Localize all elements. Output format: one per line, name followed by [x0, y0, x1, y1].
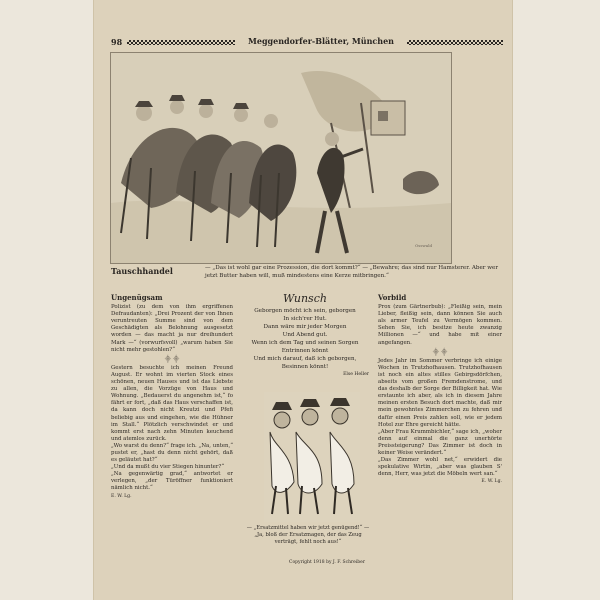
- poem-line: Besinnen könnt!: [281, 364, 329, 371]
- procession-illustration: [110, 52, 452, 264]
- checker-ornament-right: [407, 40, 503, 45]
- copyright-notice: Copyright 1918 by J. F. Schreiber: [289, 560, 365, 565]
- anecdote-police: Polizist (zu dem von ihm ergriffenen Defraudanten): „Drei Prozent der von Ihnen veruntreuten Summe sind von dem Geschädigten als Belohnung ausgesetzt worden — das macht ja nur dreihundert Mark —“ (vorwurfsvoll) „warum haben Sie nicht mehr gestohlen?“: [111, 304, 233, 353]
- anecdote-house-dialogue-3: „Na gegenwärtig grad,“ antwortet er verlegen, „der Türöffner funktioniert nämlich nicht.“: [111, 471, 233, 492]
- poem-line: Wenn ich dem Tag und seinen Sorgen: [251, 340, 359, 347]
- anecdote-house: Gestern besuchte ich meinen Freund August. Er wohnt im vierten Stock eines schönen, neuen Hauses und ist das Liebste zu allen, die Vorzüge von Haus und Wohnung. „Bedauerst du angenehm ist,“ fo fährt er fort, „daß das Haus verschaffen ist, da kann doch nicht Kreutzi und Pfefi beliebig aus und eingehen, wie die Hühner im Stall.“ Plötzlich verschwindet er und kommt erst nach zehn Minuten keuchend und atemlos zurück.: [111, 364, 233, 442]
- poem-author: Else Heller: [343, 372, 369, 378]
- poem-line: Entrinnen könnt: [281, 348, 329, 355]
- anecdote-village: Jedes Jahr im Sommer verbringe ich einige Wochen in Trutzhofhausen. Trutzhofhausen ist noch ein altes stilles Gebirgsdörfchen, abseits vom großen Fremdenstrome, und das deshalb der Sorge der Billigkeit hat. Wie erstaunte ich aber, als ich in diesem Jahre meinen ersten Besuch dort machte, daß mir mein gewohntes Zimmerchen zu fehren und dafür einen Preis zahlen soll, wie er jedem Hotel zur Ehre gereicht hätte.: [378, 357, 502, 428]
- poem-line: In sich'rer Hut.: [283, 316, 327, 323]
- column-right-heading: Vorbild: [378, 293, 407, 302]
- anecdote-house-dialogue-2: „Und da mußt du vier Stiegen hinunter?“: [111, 464, 225, 471]
- column-right-signature: E. W. Lg.: [481, 479, 502, 485]
- anecdote-village-dialogue-1: „Aber Frau Krummbichler,“ sage ich, „woher denn auf einmal die ganz unerhörte Preissteigerung? Das Zimmer ist doch in keiner Weise verändert.“: [378, 428, 502, 456]
- column-left-signature: E. W. Lg.: [111, 493, 132, 499]
- section-ornament: ⸎ ⸎: [432, 348, 448, 356]
- magazine-title: Meggendorfer-Blätter, München: [248, 36, 394, 46]
- poem-line: Geborgen möcht ich sein, geborgen: [254, 308, 356, 315]
- magazine-page: [94, 0, 512, 600]
- cartoon-illustration: [264, 392, 360, 522]
- procession-drawing: [111, 53, 451, 263]
- anecdote-house-dialogue-1: „Wo warst du denn?“ frage ich. „Na, unten,“ pustet er, „hast du denn nicht gehört, daß es geläutet hat?“: [111, 442, 233, 464]
- column-middle: [241, 294, 369, 378]
- caption-text: — „Das ist wohl gar eine Prozession, die dort kommt?“ — „Bewahre; das sind nur Hamsterer. Aber wer jetzt Butter haben will, muß mindestens eine Kerze mitbringen.“: [205, 265, 498, 279]
- artist-signature: Osswald: [415, 243, 433, 248]
- poem-line: Und mich darauf, daß ich geborgen,: [253, 356, 357, 363]
- anecdote-village-dialogue-2: „Das Zimmer wohl net,“ erwidert die spekulative Wirtin, „aber was glauben S' denn, Herr, was jetzt die Möbeln wert san.“: [378, 457, 502, 478]
- column-right: [378, 294, 502, 485]
- column-left-heading: Ungenügsam: [111, 293, 163, 302]
- page-number: 98: [111, 37, 123, 47]
- caption-title: Tauschhandel: [111, 266, 173, 276]
- section-ornament: ⸎ ⸎: [164, 355, 180, 363]
- poem-title: Wunsch: [283, 292, 327, 305]
- cartoon-caption: — „Ersatzmittel haben wir jetzt genügend!“ — „Ja, bloß der Ersatzmagen, der das Zeug verträgt, fehlt noch aus!“: [246, 525, 370, 545]
- anecdote-prox: Prox (zum Gärtnerbub): „Fleißig sein, mein Lieber, fleißig sein, dann können Sie auch als armer Teufel zu Vermögen kommen. Sehen Sie, ich besitze heute zwanzig Millionen —“ und habe mit einer angefangen.: [378, 304, 502, 346]
- checker-ornament-left: [127, 40, 235, 45]
- cartoon-drawing: [264, 392, 360, 522]
- page-header: [111, 36, 503, 50]
- poem-line: Und Abend gut.: [282, 332, 328, 339]
- poem-line: Dann wäre mir jeder Morgen: [263, 324, 347, 331]
- column-left: [111, 294, 233, 500]
- poem: [241, 307, 369, 371]
